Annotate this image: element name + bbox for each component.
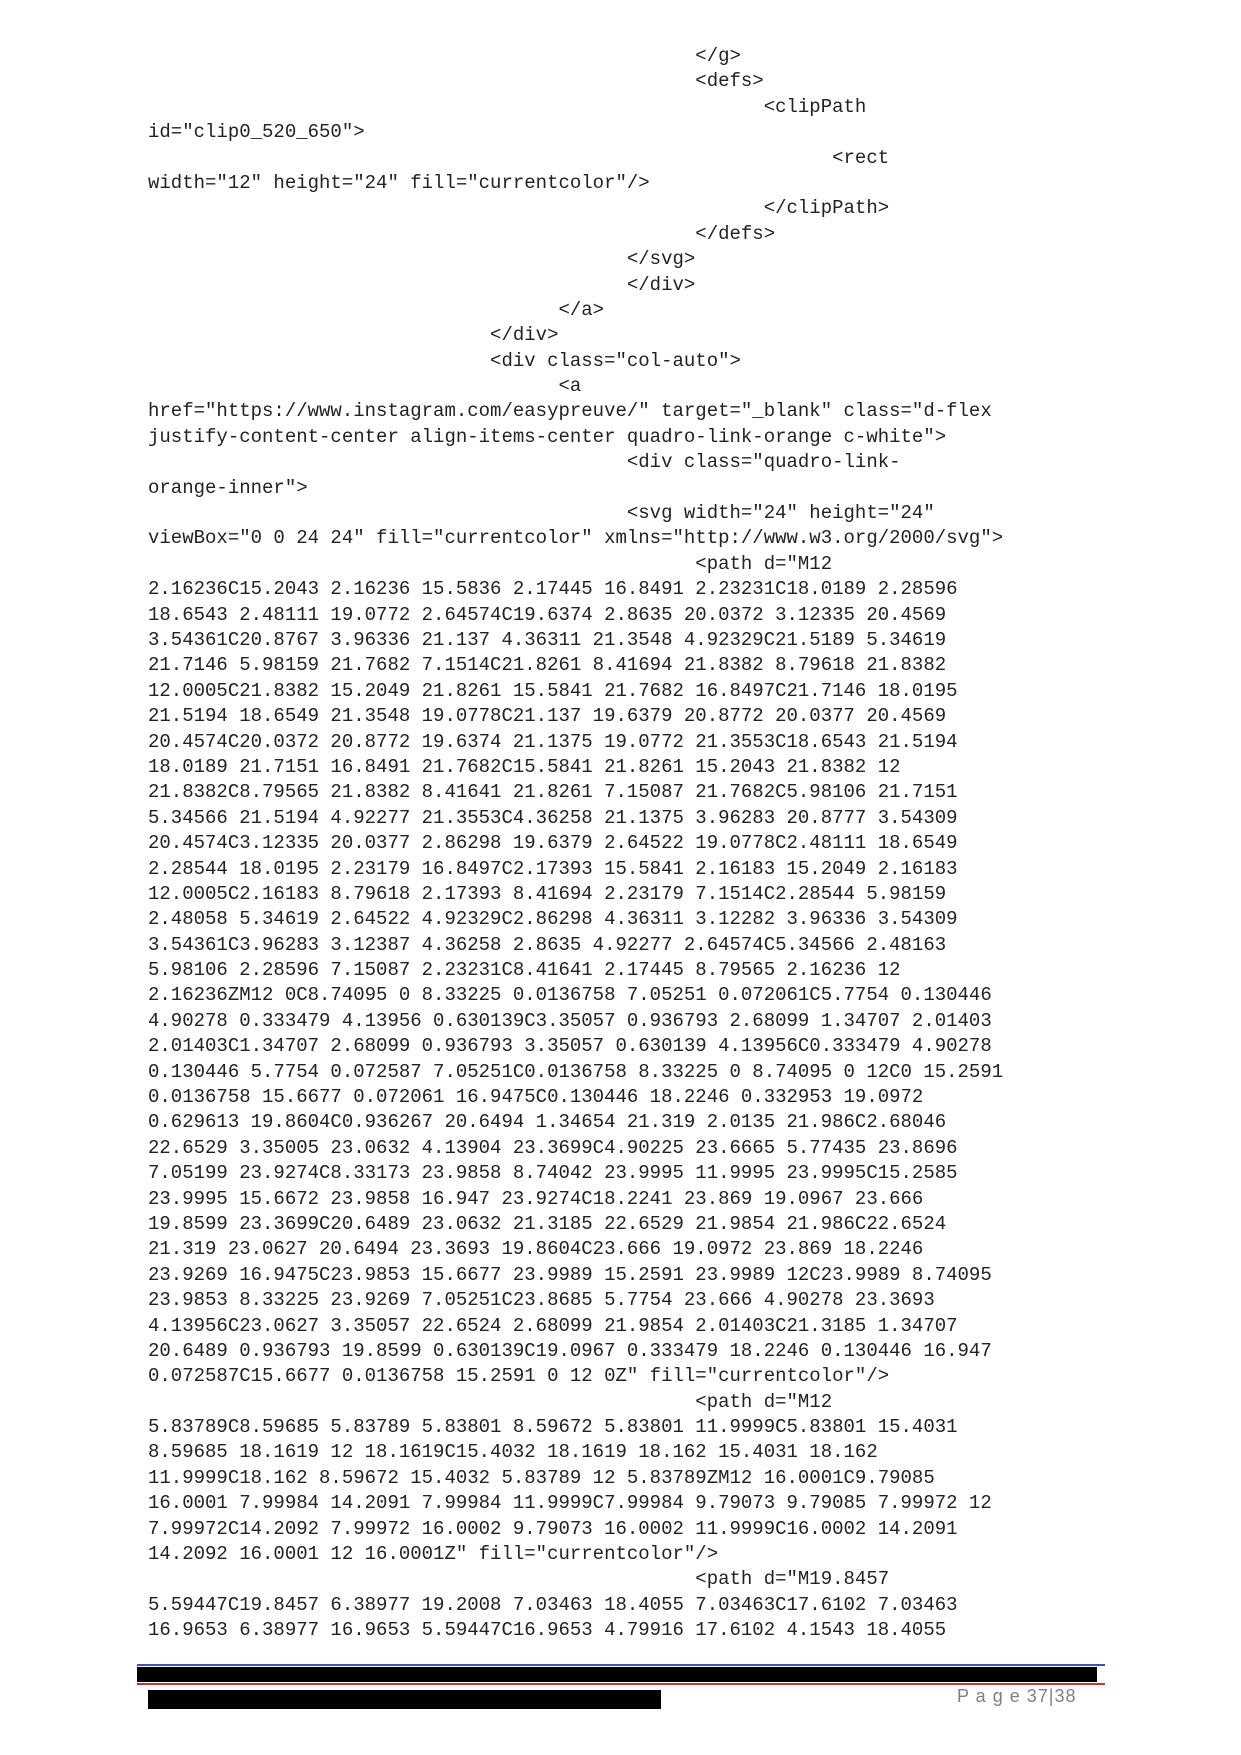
code-line: 3.54361C3.96283 3.12387 4.36258 2.8635 4.92277 2.64574C5.34566 2.48163 [148, 933, 947, 956]
code-line: 5.59447C19.8457 6.38977 19.2008 7.03463 18.4055 7.03463C17.6102 7.03463 [148, 1593, 958, 1616]
code-line: 5.34566 21.5194 4.92277 21.3553C4.36258 21.1375 3.96283 20.8777 3.54309 [148, 806, 958, 829]
footer-redacted-text [148, 1690, 661, 1709]
code-line: 0.072587C15.6677 0.0136758 15.2591 0 12 0Z" fill="currentcolor"/> [148, 1365, 890, 1388]
code-line: <path d="M19.8457 [148, 1568, 890, 1591]
code-line: 20.4574C3.12335 20.0377 2.86298 19.6379 2.64522 19.0778C2.48111 18.6549 [148, 832, 958, 855]
code-line: 23.9269 16.9475C23.9853 15.6677 23.9989 15.2591 23.9989 12C23.9989 8.74095 [148, 1263, 992, 1286]
code-line: 2.16236ZM12 0C8.74095 0 8.33225 0.0136758 7.05251 0.072061C5.7754 0.130446 [148, 984, 992, 1007]
code-line: 23.9853 8.33225 23.9269 7.05251C23.8685 5.7754 23.666 4.90278 23.3693 [148, 1289, 935, 1312]
footer-rule-top [137, 1664, 1105, 1666]
code-line: 19.8599 23.3699C20.6489 23.0632 21.3185 22.6529 21.9854 21.986C22.6524 [148, 1212, 947, 1235]
code-line: <a [148, 375, 582, 398]
code-line: </a> [148, 298, 605, 321]
code-line: 11.9999C18.162 8.59672 15.4032 5.83789 12 5.83789ZM12 16.0001C9.79085 [148, 1466, 935, 1489]
code-line: </div> [148, 324, 559, 347]
code-line: orange-inner"> [148, 476, 308, 499]
code-line: </g> [148, 45, 741, 67]
page-separator: | [1048, 1686, 1055, 1706]
code-line: <div class="col-auto"> [148, 349, 741, 372]
code-line: 2.16236C15.2043 2.16236 15.5836 2.17445 16.8491 2.23231C18.0189 2.28596 [148, 578, 958, 601]
page-current: 37 [1026, 1686, 1049, 1706]
code-line: 0.0136758 15.6677 0.072061 16.9475C0.130446 18.2246 0.332953 19.0972 [148, 1086, 924, 1109]
code-line: 22.6529 3.35005 23.0632 4.13904 23.3699C4.90225 23.6665 5.77435 23.8696 [148, 1136, 958, 1159]
code-line: 5.98106 2.28596 7.15087 2.23231C8.41641 2.17445 8.79565 2.16236 12 [148, 959, 901, 982]
code-line: </div> [148, 273, 696, 296]
code-line: </defs> [148, 222, 776, 245]
code-line: 16.0001 7.99984 14.2091 7.99984 11.9999C7.99984 9.79073 9.79085 7.99972 12 [148, 1492, 992, 1515]
code-line: </clipPath> [148, 197, 890, 220]
code-line: 21.7146 5.98159 21.7682 7.1514C21.8261 8.41694 21.8382 8.79618 21.8382 [148, 654, 947, 677]
code-line: 2.28544 18.0195 2.23179 16.8497C2.17393 15.5841 2.16183 15.2049 2.16183 [148, 857, 958, 880]
code-line: href="https://www.instagram.com/easypreuve/" target="_blank" class="d-flex [148, 400, 992, 423]
code-line: 2.48058 5.34619 2.64522 4.92329C2.86298 4.36311 3.12282 3.96336 3.54309 [148, 908, 958, 931]
code-line: <defs> [148, 70, 764, 93]
code-line: 18.6543 2.48111 19.0772 2.64574C19.6374 2.8635 20.0372 3.12335 20.4569 [148, 603, 947, 626]
code-line: 2.01403C1.34707 2.68099 0.936793 3.35057 0.630139 4.13956C0.333479 4.90278 [148, 1035, 992, 1058]
code-line: 16.9653 6.38977 16.9653 5.59447C16.9653 4.79916 17.6102 4.1543 18.4055 [148, 1619, 947, 1642]
footer-redaction-bar [137, 1667, 1097, 1682]
code-line: 18.0189 21.7151 16.8491 21.7682C15.5841 21.8261 15.2043 21.8382 12 [148, 755, 901, 778]
code-line: <rect [148, 146, 890, 169]
code-line: 4.13956C23.0627 3.35057 22.6524 2.68099 21.9854 2.01403C21.3185 1.34707 [148, 1314, 958, 1337]
code-line: 20.6489 0.936793 19.8599 0.630139C19.0967 0.333479 18.2246 0.130446 16.947 [148, 1339, 992, 1362]
code-line: 21.5194 18.6549 21.3548 19.0778C21.137 19.6379 20.8772 20.0377 20.4569 [148, 705, 947, 728]
code-line: viewBox="0 0 24 24" fill="currentcolor" xmlns="http://www.w3.org/2000/svg"> [148, 527, 1004, 550]
code-line: 0.130446 5.7754 0.072587 7.05251C0.0136758 8.33225 0 8.74095 0 12C0 15.2591 [148, 1060, 1004, 1083]
code-line: 23.9995 15.6672 23.9858 16.947 23.9274C18.2241 23.869 19.0967 23.666 [148, 1187, 924, 1210]
code-line: 7.99972C14.2092 7.99972 16.0002 9.79073 16.0002 11.9999C16.0002 14.2091 [148, 1517, 958, 1540]
code-line: width="12" height="24" fill="currentcolor"/> [148, 171, 650, 194]
code-line: 12.0005C2.16183 8.79618 2.17393 8.41694 2.23179 7.1514C2.28544 5.98159 [148, 882, 947, 905]
code-line: </svg> [148, 248, 696, 271]
code-line: <div class="quadro-link- [148, 451, 901, 474]
document-body [148, 44, 1148, 1644]
code-line: id="clip0_520_650"> [148, 121, 365, 144]
code-line: <clipPath [148, 95, 867, 118]
code-line: 4.90278 0.333479 4.13956 0.630139C3.35057 0.936793 2.68099 1.34707 2.01403 [148, 1009, 992, 1032]
code-line: justify-content-center align-items-center quadro-link-orange c-white"> [148, 425, 947, 448]
code-line: 14.2092 16.0001 12 16.0001Z" fill="currentcolor"/> [148, 1543, 719, 1566]
code-line: <path d="M12 [148, 1390, 833, 1413]
code-line: 21.319 23.0627 20.6494 23.3693 19.8604C23.666 19.0972 23.869 18.2246 [148, 1238, 924, 1261]
footer-rule-bottom [137, 1683, 1105, 1685]
code-line: 0.629613 19.8604C0.936267 20.6494 1.34654 21.319 2.0135 21.986C2.68046 [148, 1111, 947, 1134]
code-line: <path d="M12 [148, 552, 833, 575]
code-line: 20.4574C20.0372 20.8772 19.6374 21.1375 19.0772 21.3553C18.6543 21.5194 [148, 730, 958, 753]
page-label: P a g e [957, 1686, 1021, 1706]
code-line: <svg width="24" height="24" [148, 502, 935, 525]
code-line: 7.05199 23.9274C8.33173 23.9858 8.74042 23.9995 11.9995 23.9995C15.2585 [148, 1162, 958, 1185]
code-line: 12.0005C21.8382 15.2049 21.8261 15.5841 21.7682 16.8497C21.7146 18.0195 [148, 679, 958, 702]
code-line: 21.8382C8.79565 21.8382 8.41641 21.8261 7.15087 21.7682C5.98106 21.7151 [148, 781, 958, 804]
page-total: 38 [1054, 1686, 1077, 1706]
code-line: 8.59685 18.1619 12 18.1619C15.4032 18.1619 18.162 15.4031 18.162 [148, 1441, 878, 1464]
code-line: 3.54361C20.8767 3.96336 21.137 4.36311 21.3548 4.92329C21.5189 5.34619 [148, 628, 947, 651]
code-line: 5.83789C8.59685 5.83789 5.83801 8.59672 5.83801 11.9999C5.83801 15.4031 [148, 1416, 958, 1439]
page-number [957, 1686, 1076, 1707]
